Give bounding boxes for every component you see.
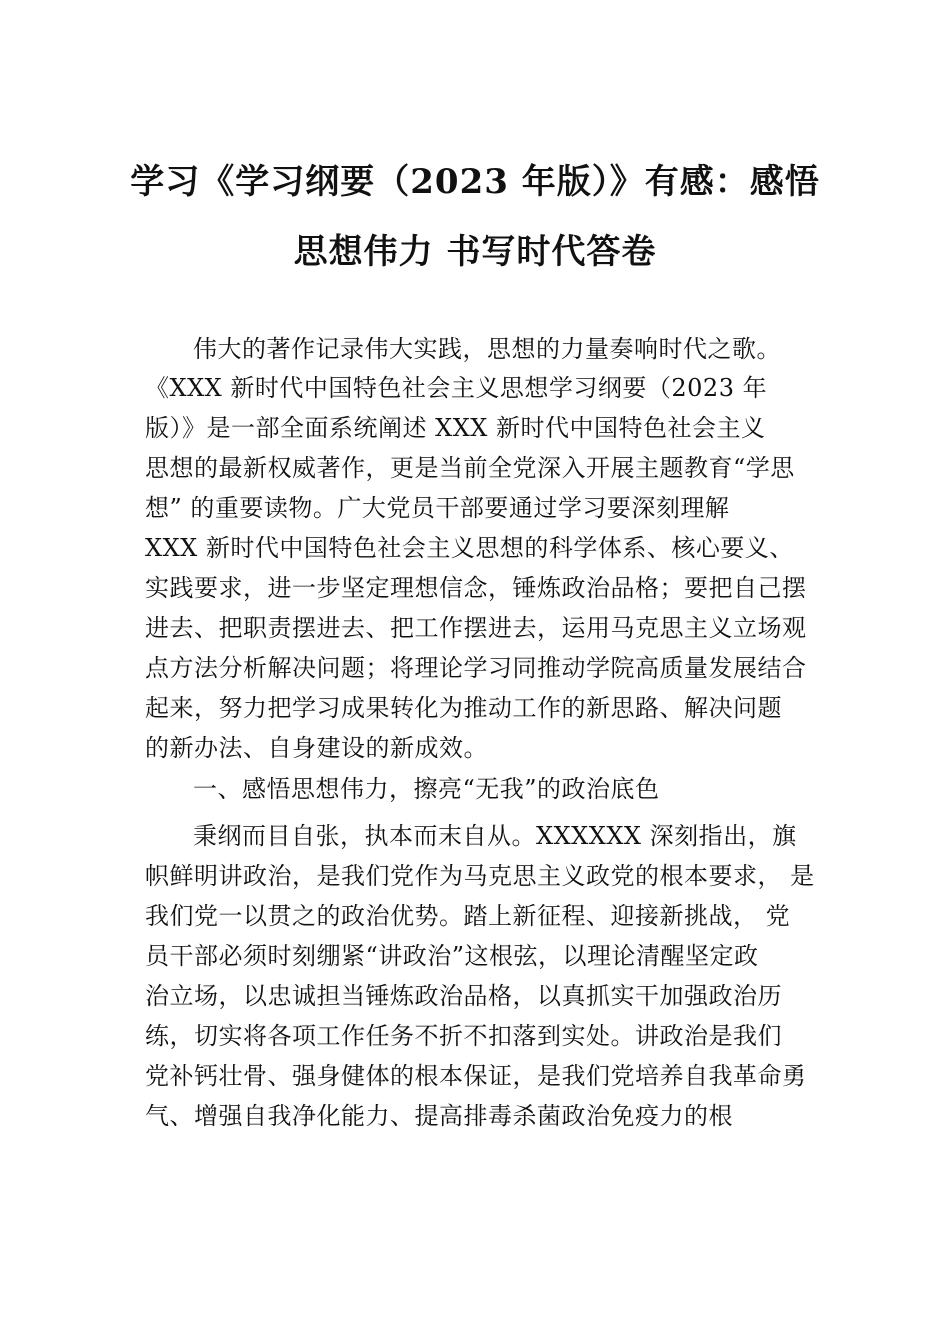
- paragraph-line: 版）》是一部全面系统阐述 XXX 新时代中国特色社会主义: [145, 414, 766, 442]
- document-title-line-2: 思想伟力 书写时代答卷: [293, 232, 657, 272]
- paragraph-line: 《XXX 新时代中国特色社会主义思想学习纲要（2023 年: [145, 374, 768, 402]
- paragraph-line: 起来，努力把学习成果转化为推动工作的新思路、解决问题: [145, 694, 782, 722]
- paragraph-line: 实践要求，进一步坚定理想信念，锤炼政治品格；要把自己摆: [145, 574, 807, 602]
- paragraph-line: 治立场，以忠诚担当锤炼政治品格，以真抓实干加强政治历: [145, 982, 782, 1010]
- paragraph-line: 员干部必须时刻绷紧“讲政治”这根弦，以理论清醒坚定政: [145, 942, 759, 970]
- paragraph-line: 想” 的重要读物。广大党员干部要通过学习要深刻理解: [145, 494, 730, 522]
- paragraph-line: 的新办法、自身建设的新成效。: [145, 734, 488, 762]
- paragraph-line: 我们党一以贯之的政治优势。踏上新征程、迎接新挑战， 党: [145, 902, 791, 930]
- paragraph-line: 思想的最新权威著作，更是当前全党深入开展主题教育“学思: [145, 454, 795, 482]
- paragraph-line: 秉纲而目自张，执本而末自从。XXXXXX 深刻指出，旗: [193, 822, 797, 850]
- paragraph-line: 伟大的著作记录伟大实践，思想的力量奏响时代之歌。: [193, 335, 781, 363]
- paragraph-line: 点方法分析解决问题；将理论学习同推动学院高质量发展结合: [145, 654, 807, 682]
- paragraph-line: 练，切实将各项工作任务不折不扣落到实处。讲政治是我们: [145, 1022, 782, 1050]
- paragraph-line: 气、增强自我净化能力、提高排毒杀菌政治免疫力的根: [145, 1102, 733, 1130]
- section-heading: 一、感悟思想伟力，擦亮“无我”的政治底色: [193, 775, 660, 803]
- paragraph-line: 党补钙壮骨、强身健体的根本保证，是我们党培养自我革命勇: [145, 1062, 807, 1090]
- paragraph-line: 帜鲜明讲政治，是我们党作为马克思主义政党的根本要求， 是: [145, 862, 815, 890]
- paragraph-line: XXX 新时代中国特色社会主义思想的科学体系、核心要义、: [145, 534, 794, 562]
- paragraph-line: 进去、把职责摆进去、把工作摆进去，运用马克思主义立场观: [145, 614, 807, 642]
- document-title-line-1: 学习《学习纲要（2023 年版）》有感：感悟: [130, 162, 820, 202]
